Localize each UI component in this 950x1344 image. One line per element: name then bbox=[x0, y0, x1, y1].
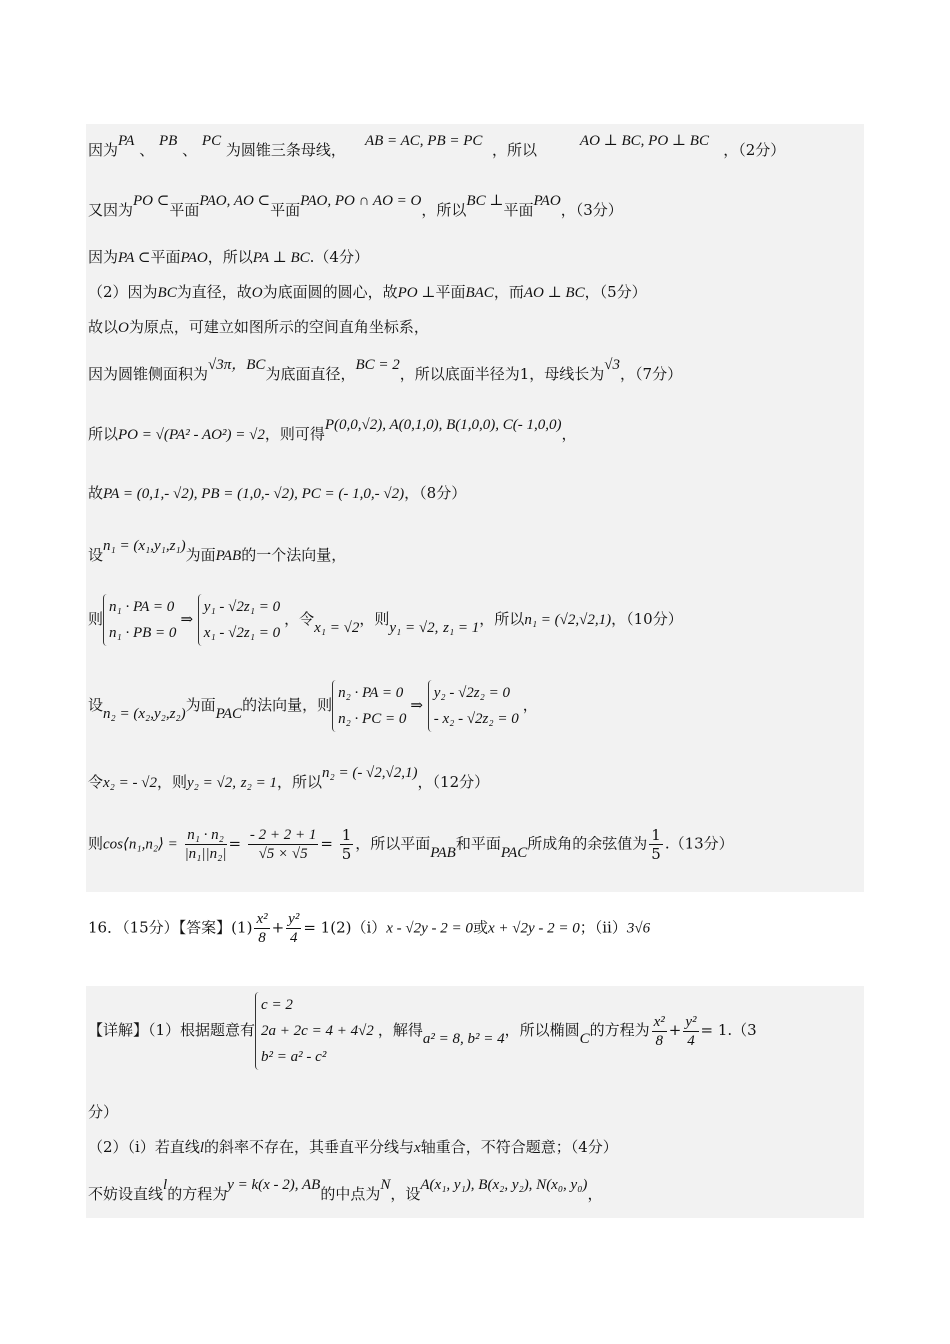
math: x₁ = √2 bbox=[314, 620, 360, 636]
line-6 bbox=[88, 357, 683, 385]
text: ，所以 bbox=[276, 773, 322, 791]
math: PO ⊂ bbox=[133, 193, 170, 209]
math: z₂ = 1 bbox=[240, 775, 277, 791]
line-15 bbox=[88, 992, 757, 1070]
equals: = bbox=[320, 834, 333, 853]
text: ，设 bbox=[390, 1185, 421, 1203]
equation: c = 2 bbox=[261, 997, 293, 1013]
math: PA bbox=[118, 133, 135, 149]
equation: n₂ · PC = 0 bbox=[338, 711, 407, 727]
numerator: y² bbox=[288, 911, 300, 927]
denominator: √5 × √5 bbox=[258, 846, 308, 862]
math: PAC bbox=[500, 844, 528, 861]
text: 为底面直径， bbox=[265, 365, 356, 383]
equation-system bbox=[428, 680, 519, 732]
text: 的方程为 bbox=[589, 1021, 650, 1039]
text: 为底面圆的圆心，故 bbox=[262, 283, 398, 301]
text: ，则可得 bbox=[264, 425, 325, 443]
math: BC bbox=[246, 357, 266, 373]
math: C bbox=[579, 1031, 590, 1047]
text: ，所以 bbox=[207, 248, 253, 266]
denominator: 4 bbox=[687, 1032, 695, 1049]
math: PA ⊂ bbox=[118, 250, 151, 266]
text: 因为圆锥侧面积为 bbox=[88, 365, 209, 383]
math: cos⟨n₁,n₂⟩ = bbox=[103, 836, 178, 853]
equation: b² = a² - c² bbox=[261, 1049, 327, 1065]
line-7 bbox=[88, 417, 577, 445]
math: PAO bbox=[180, 250, 208, 266]
line-17 bbox=[88, 1137, 618, 1158]
math: l bbox=[199, 1140, 205, 1156]
line-13 bbox=[88, 826, 734, 863]
math: y₂ = √2, bbox=[187, 775, 236, 791]
denominator: 4 bbox=[290, 930, 298, 946]
text: 不妨设直线 bbox=[88, 1185, 164, 1203]
text: 为原点，可建立如图所示的空间直角坐标系， bbox=[128, 318, 429, 336]
text: （2）因为 bbox=[88, 283, 158, 301]
line-1 bbox=[88, 133, 786, 161]
text: ，所以 bbox=[491, 141, 537, 159]
text: ， bbox=[587, 1185, 603, 1203]
math: PO = √(PA² - AO²) = √2 bbox=[118, 427, 265, 443]
math: PAO, PO ∩ AO = O bbox=[300, 193, 422, 209]
text: ，（7分） bbox=[620, 365, 683, 383]
math: y₁ = √2, bbox=[389, 620, 439, 636]
numerator: y² bbox=[685, 1013, 697, 1030]
line-14-answer bbox=[88, 910, 650, 947]
text: 的中点为 bbox=[320, 1185, 381, 1203]
numerator: 1 bbox=[651, 826, 661, 844]
math: x + √2y - 2 = 0 bbox=[487, 920, 580, 937]
math: PB bbox=[159, 133, 178, 149]
denominator: 5 bbox=[651, 845, 661, 863]
text: 所成角的余弦值为 bbox=[527, 834, 648, 853]
line-9 bbox=[88, 538, 347, 566]
text: .（4分） bbox=[309, 248, 369, 266]
math: n₁ = (x₁,y₁,z₁) bbox=[103, 538, 186, 554]
math: A(x₁, y₁), B(x₂, y₂), N(x₀, y₀) bbox=[420, 1177, 588, 1193]
fraction bbox=[340, 826, 354, 863]
text: ，（10分） bbox=[611, 610, 683, 628]
text: 设 bbox=[88, 696, 104, 714]
math: PO ⊥ bbox=[397, 285, 436, 301]
text: .（13分） bbox=[664, 834, 734, 853]
numerator: n₁ · n₂ bbox=[185, 826, 227, 845]
text: 则 bbox=[88, 610, 104, 628]
text: ，（8分） bbox=[404, 484, 467, 502]
equation: y₁ - √2z₁ = 0 bbox=[203, 599, 281, 615]
equation-system bbox=[332, 680, 406, 732]
text: 和平面 bbox=[455, 834, 501, 853]
text: 平面 bbox=[270, 201, 301, 219]
numerator: x² bbox=[653, 1013, 665, 1030]
text: ，解得 bbox=[377, 1021, 423, 1039]
denominator: 8 bbox=[655, 1032, 663, 1049]
math: PAB bbox=[215, 548, 242, 564]
plus: + bbox=[271, 918, 285, 937]
math: z₁ = 1 bbox=[443, 620, 480, 636]
math: N bbox=[380, 1177, 391, 1193]
text: （2）（i）若直线 bbox=[88, 1138, 200, 1156]
fraction bbox=[649, 826, 663, 863]
text: 分） bbox=[88, 1103, 119, 1121]
line-18 bbox=[88, 1177, 603, 1205]
line-8 bbox=[88, 483, 466, 504]
equals: = 1 bbox=[303, 918, 331, 937]
equation-system bbox=[103, 594, 176, 646]
implies: ⇒ bbox=[410, 696, 423, 714]
math: x₂ = - √2 bbox=[103, 775, 157, 791]
text: 为直径，故 bbox=[176, 283, 252, 301]
text: 16．（15分）【答案】(1) bbox=[88, 918, 253, 937]
text: 的一个法向量， bbox=[241, 546, 347, 564]
denominator: |n₁||n₂| bbox=[184, 846, 227, 862]
text: 又因为 bbox=[88, 201, 134, 219]
denominator: 5 bbox=[341, 845, 352, 863]
text: 平面 bbox=[169, 201, 200, 219]
text: ，则 bbox=[359, 610, 390, 628]
equation: x₁ - √2z₁ = 0 bbox=[203, 625, 281, 641]
text: ，所以底面半径为1，母线长为 bbox=[399, 365, 605, 383]
equation: n₁ · PA = 0 bbox=[109, 599, 175, 615]
text: 的斜率不存在，其垂直平分线与 bbox=[204, 1138, 415, 1156]
line-11 bbox=[88, 680, 538, 732]
line-4 bbox=[88, 282, 647, 303]
math: BC ⊥ bbox=[466, 193, 504, 209]
text: 、 bbox=[139, 141, 155, 159]
math: y = k(x - 2), AB bbox=[227, 1177, 321, 1193]
math: x - √2y - 2 = 0 bbox=[386, 920, 473, 937]
equation: - x₂ - √2z₂ = 0 bbox=[433, 711, 519, 727]
math: √3π， bbox=[208, 357, 247, 373]
text: .（3 bbox=[727, 1021, 757, 1039]
fraction bbox=[254, 910, 269, 947]
text: 设 bbox=[88, 546, 104, 564]
math: PAC bbox=[215, 706, 243, 722]
fraction bbox=[683, 1013, 698, 1050]
text: 所以 bbox=[88, 425, 119, 443]
math: l bbox=[163, 1177, 168, 1193]
math: n₂ = (x₂,y₂,z₂) bbox=[103, 706, 186, 722]
equation: y₂ - √2z₂ = 0 bbox=[433, 685, 510, 701]
text: ，令 bbox=[284, 610, 315, 628]
fraction bbox=[248, 826, 319, 863]
text: (2)（i） bbox=[330, 918, 387, 937]
text: ， bbox=[522, 696, 538, 714]
text: 的方程为 bbox=[167, 1185, 228, 1203]
implies: ⇒ bbox=[180, 610, 194, 628]
math: BC = 2 bbox=[355, 357, 400, 373]
text: ，所以椭圆 bbox=[504, 1021, 580, 1039]
math: 3√6 bbox=[626, 920, 651, 937]
math: P(0,0,√2), A(0,1,0), B(1,0,0), C(- 1,0,0) bbox=[324, 417, 562, 433]
text: ，（2分） bbox=[723, 141, 786, 159]
line-16 bbox=[88, 1102, 118, 1122]
math: BAC bbox=[465, 285, 494, 301]
text: 故以 bbox=[88, 318, 119, 336]
text: ， bbox=[561, 425, 577, 443]
text: 、 bbox=[182, 141, 198, 159]
text: 或 bbox=[472, 918, 488, 937]
text: 为面 bbox=[185, 546, 216, 564]
text: ，则 bbox=[157, 773, 188, 791]
math: n₁ = (√2,√2,1) bbox=[524, 612, 612, 628]
equation: 2a + 2c = 4 + 4√2 bbox=[261, 1023, 374, 1039]
equation-system bbox=[255, 992, 374, 1070]
text: ，所以 bbox=[421, 201, 467, 219]
text: ，而 bbox=[493, 283, 524, 301]
math: AO ⊥ BC, PO ⊥ BC bbox=[579, 133, 709, 149]
math: √3 bbox=[604, 357, 621, 373]
line-2 bbox=[88, 193, 623, 221]
fraction bbox=[652, 1013, 667, 1050]
line-12 bbox=[88, 765, 490, 793]
line-5 bbox=[88, 317, 429, 338]
text: ，（3分） bbox=[560, 201, 623, 219]
equals: = bbox=[228, 834, 242, 853]
text: 平面 bbox=[150, 248, 181, 266]
text: 则 bbox=[88, 834, 104, 853]
math: PAO bbox=[533, 193, 561, 209]
text: 为面 bbox=[185, 696, 216, 714]
text: 平面 bbox=[435, 283, 466, 301]
math: O bbox=[118, 320, 129, 336]
text: 平面 bbox=[503, 201, 534, 219]
line-10 bbox=[88, 594, 683, 646]
text: ，（5分） bbox=[584, 283, 647, 301]
text: ；（ii） bbox=[579, 918, 627, 937]
numerator: 1 bbox=[341, 826, 352, 844]
text: ，（12分） bbox=[417, 773, 490, 791]
text: 故 bbox=[88, 484, 104, 502]
text: 的法向量，则 bbox=[242, 696, 333, 714]
math: PC bbox=[201, 133, 222, 149]
text: 令 bbox=[88, 773, 104, 791]
text: 【详解】（1）根据题意有 bbox=[88, 1021, 256, 1039]
denominator: 8 bbox=[258, 930, 266, 946]
math: AO ⊥ BC bbox=[523, 285, 585, 301]
text: ，所以平面 bbox=[355, 834, 431, 853]
math: AB = AC, PB = PC bbox=[364, 133, 483, 149]
text: 轴重合，不符合题意；（4分） bbox=[420, 1138, 618, 1156]
text: 因为 bbox=[88, 141, 119, 159]
fraction bbox=[286, 910, 301, 947]
math: PA = (0,1,- √2), PB = (1,0,- √2), PC = (- 1,0,- √2) bbox=[103, 486, 405, 502]
math: x bbox=[414, 1140, 421, 1156]
equals: = 1 bbox=[700, 1021, 728, 1039]
numerator: - 2 + 2 + 1 bbox=[249, 827, 317, 843]
text: ，所以 bbox=[479, 610, 525, 628]
numerator: x² bbox=[256, 911, 268, 927]
line-3 bbox=[88, 247, 369, 268]
math: PA ⊥ BC bbox=[252, 250, 310, 266]
equation-system bbox=[198, 594, 280, 646]
math: O bbox=[251, 285, 263, 301]
equation: n₁ · PB = 0 bbox=[109, 625, 177, 641]
math: n₂ = (- √2,√2,1) bbox=[321, 765, 418, 781]
plus: + bbox=[668, 1021, 682, 1039]
text: 为圆锥三条母线， bbox=[225, 141, 346, 159]
math: a² = 8, b² = 4 bbox=[422, 1031, 505, 1047]
fraction bbox=[185, 826, 227, 863]
text: 因为 bbox=[88, 248, 119, 266]
equation: n₂ · PA = 0 bbox=[338, 685, 404, 701]
math: BC bbox=[157, 285, 177, 301]
math: PAO, AO ⊂ bbox=[199, 193, 271, 209]
math: PAB bbox=[430, 844, 456, 861]
